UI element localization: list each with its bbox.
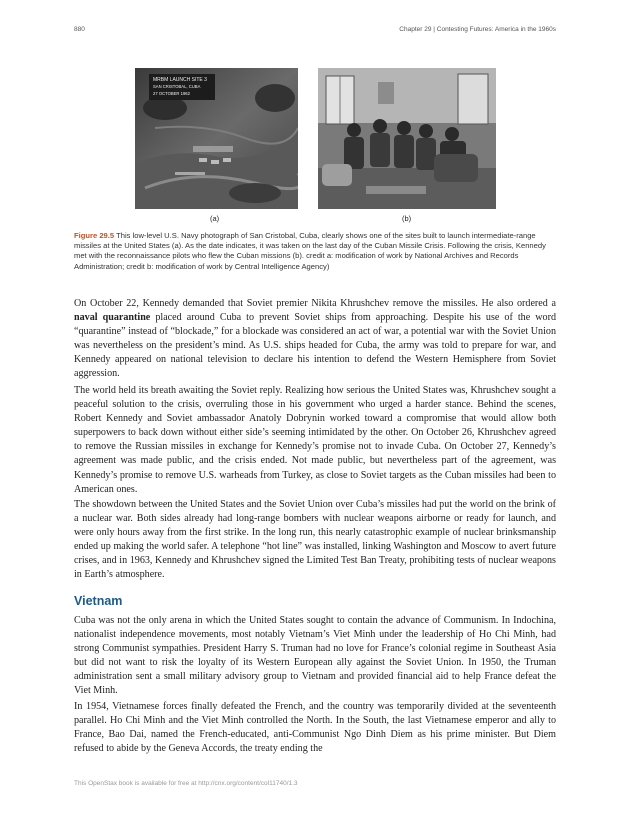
paragraph-1: [74, 297, 556, 382]
figure-label-b: (b): [402, 214, 412, 223]
chapter-title: Chapter 29 | Contesting Futures: America in the 1960s: [399, 26, 556, 33]
page-footer: This OpenStax book is available for free at http://cnx.org/content/col11740/1.3: [74, 780, 298, 787]
figure-label-a: (a): [210, 214, 220, 223]
figure-caption-text: This low-level U.S. Navy photograph of San Cristobal, Cuba, clearly shows one of the sites built to launch intermediate-range missiles at the United States (a). As the date indicates, it was taken on the last day of the Cuban Missile Crisis. Following the crisis, Kennedy met with the reconnaissance pilots who flew the Cuban missions (b). credit a: modification of work by National Archives and Records Administration; credit b: modification of work by Central Intelligence Agency): [74, 231, 546, 271]
figure-photo-b: [318, 68, 496, 209]
photo-a-sign-line-3: 27 OCTOBER 1962: [153, 91, 190, 96]
page-number: 880: [74, 26, 85, 33]
paragraph-2: The world held its breath awaiting the Soviet reply. Realizing how serious the United States was, Khrushchev sought a peaceful solution to the crisis, overruling those in his government who urged a harder stance. Behind the scenes, Robert Kennedy and Soviet ambassador Anatoly Dobrynin worked toward a compromise that would allow both superpowers to back down without either side’s seeming intimidated by the other. On October 26, Khrushchev agreed to remove the Russian missiles in exchange for Kennedy’s promise not to invade Cuba. On October 27, Kennedy’s agreement was made public, and the crisis ended. Not made public, but nevertheless part of the agreement, was Kennedy’s promise to remove U.S. warheads from Turkey, as close to Soviet targets as the Cuban missiles had been to American ones.: [74, 385, 556, 495]
section-heading-vietnam: Vietnam: [74, 594, 123, 608]
figure-photo-a: [135, 68, 298, 209]
paragraph-5: In 1954, Vietnamese forces finally defeated the French, and the country was temporarily divided at the seventeenth parallel. Ho Chi Minh and the Viet Minh controlled the North. In the South, the last Vietnamese emperor and ally to France, Bao Dai, named the French-educated, anti-Communist Ngo Dinh Diem as his prime minister. But Diem refused to abide by the Geneva Accords, the treaty ending the: [74, 701, 556, 755]
figure-caption-label: Figure 29.5: [74, 231, 115, 240]
paragraph-3: The showdown between the United States and the Soviet Union over Cuba’s missiles had put the world on the brink of a nuclear war. Both sides already had long-range bombers with nuclear weapons airborne or ready for launch, and were only hours away from the first strike. In the long run, this nearly catastrophic example of nuclear brinksmanship ended up making the world safer. A telephone “hot line” was installed, linking Washington and Moscow to avert future crises, and in 1963, Kennedy and Khrushchev signed the Limited Test Ban Treaty, prohibiting tests of nuclear weapons in Earth’s atmosphere.: [74, 499, 556, 581]
paragraph-1-part-2: placed around Cuba to prevent Soviet ships from approaching. Despite his use of the word “quarantine” instead of “blockade,” for a blockade was considered an act of war, a potential war with the Soviet Union was nevertheless on the president’s mind. As U.S. ships headed for Cuba, the army was told to prepare for war, and Kennedy appeared on national television to declare his intention to defend the Western Hemisphere from Soviet aggression.: [74, 312, 556, 380]
key-term-naval-quarantine: naval quarantine: [74, 312, 151, 324]
photo-a-sign-line-1: MRBM LAUNCH SITE 3: [153, 77, 207, 83]
photo-a-sign-line-2: SAN CRISTOBAL, CUBA: [153, 84, 201, 89]
paragraph-1-part-1: On October 22, Kennedy demanded that Soviet premier Nikita Khrushchev remove the missiles. He also ordered a: [74, 298, 556, 309]
paragraph-4: Cuba was not the only arena in which the United States sought to contain the advance of Communism. In Indochina, nationalist independence movements, most notably Vietnam’s Viet Minh under the leadership of Ho Chi Minh, had strong Communist sympathies. President Harry S. Truman had no love for France’s colonial regime in Southeast Asia but did not want to risk the loyalty of its Western European ally against the Soviet Union. In 1950, the Truman administration sent a small military advisory group to Vietnam and provided financial aid to help France defeat the Viet Minh.: [74, 615, 556, 697]
figure-caption: [74, 231, 556, 272]
